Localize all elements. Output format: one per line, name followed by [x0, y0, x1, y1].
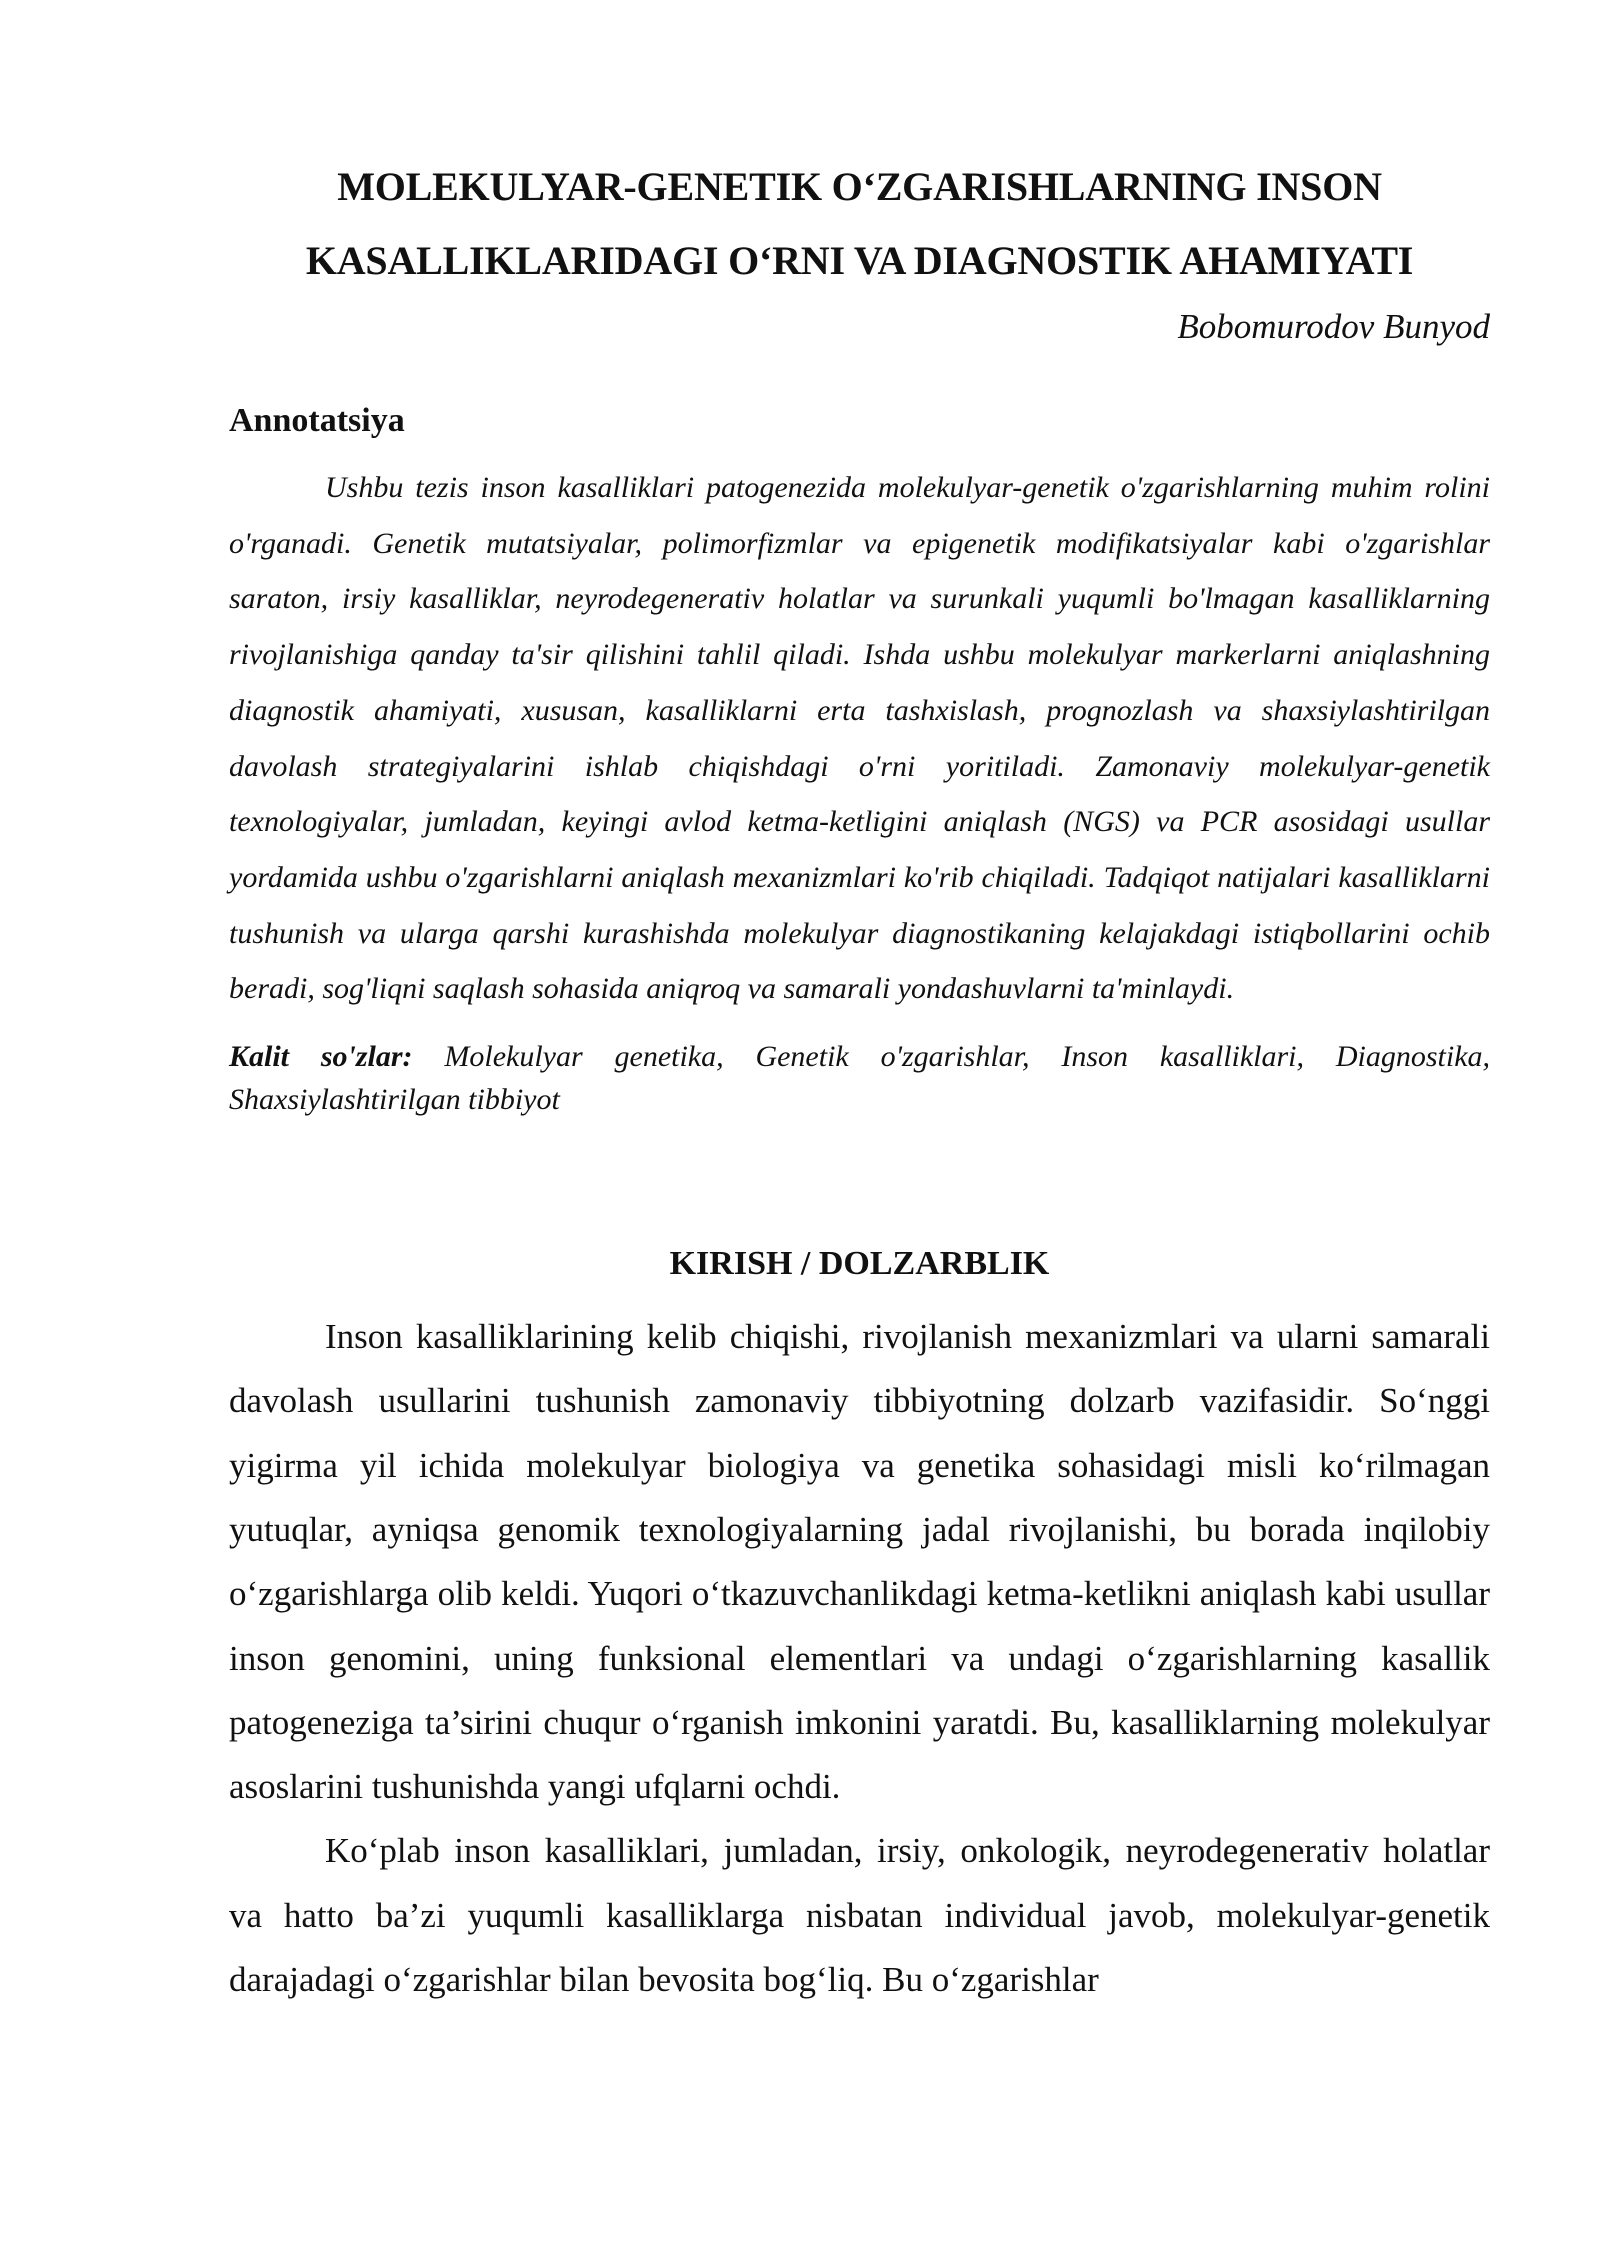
paper-title — [229, 0, 1490, 298]
author-name: Bobomurodov Bunyod — [1177, 307, 1490, 346]
body-paragraph-2: Ko‘plab inson kasalliklari, jumladan, irsiy, onkologik, neyrodegenerativ holatlar va hatto ba’zi yuqumli kasalliklarga nisbatan individual javob, molekulyar-genetik darajadagi o‘zgarishlar bilan bevosita bog‘liq. Bu o‘zgarishlar — [229, 1831, 1490, 1999]
paper-title-line-2: KASALLIKLARIDAGI O‘RNI VA DIAGNOSTIK AHAMIYATI — [305, 238, 1414, 283]
document-page — [229, 0, 1490, 2012]
keywords-label: Kalit so'zlar: — [229, 1040, 413, 1074]
annotation-heading: Annotatsiya — [229, 402, 405, 439]
keywords-text: Molekulyar genetika, Genetik o'zgarishlar, Inson kasalliklari, Diagnostika, Shaxsiylashtirilgan tibbiyot — [229, 1040, 1491, 1117]
body-paragraph-1: Inson kasalliklarining kelib chiqishi, rivojlanish mexanizmlari va ularni samarali davolash usullarini tushunish zamonaviy tibbiyotning dolzarb vazifasidir. So‘nggi yigirma yil ichida molekulyar biologiya va genetika sohasidagi misli ko‘rilmagan yutuqlar, ayniqsa genomik texnologiyalarning jadal rivojlanishi, bu borada inqilobiy o‘zgarishlarga olib keldi. Yuqori o‘tkazuvchanlikdagi ketma-ketlikni aniqlash kabi usullar inson genomini, uning funksional elementlari va undagi o‘zgarishlarning kasallik patogeneziga ta’sirini chuqur o‘rganish imkonini yaratdi. Bu, kasalliklarning molekulyar asoslarini tushunishda yangi ufqlarni ochdi. — [229, 1317, 1490, 1807]
paper-title-line-1: MOLEKULYAR-GENETIK O‘ZGARISHLARNING INSON — [337, 164, 1382, 209]
section-heading: KIRISH / DOLZARBLIK — [669, 1245, 1050, 1283]
annotation-text: Ushbu tezis inson kasalliklari patogenezida molekulyar-genetik o'zgarishlarning muhim rolini o'rganadi. Genetik mutatsiyalar, polimorfizmlar va epigenetik modifikatsiyalar kabi o'zgarishlar saraton, irsiy kasalliklar, neyrodegenerativ holatlar va surunkali yuqumli bo'lmagan kasalliklarning rivojlanishiga qanday ta'sir qilishini tahlil qiladi. Ishda ushbu molekulyar markerlarni aniqlashning diagnostik ahamiyati, xususan, kasalliklarni erta tashxislash, prognozlash va shaxsiylashtirilgan davolash strategiyalarini ishlab chiqishdagi o'rni yoritiladi. Zamonaviy molekulyar-genetik texnologiyalar, jumladan, keyingi avlod ketma-ketligini aniqlash (NGS) va PCR asosidagi usullar yordamida ushbu o'zgarishlarni aniqlash mexanizmlari ko'rib chiqiladi. Tadqiqot natijalari kasalliklarni tushunish va ularga qarshi kurashishda molekulyar diagnostikaning kelajakdagi istiqbollarini ochib beradi, sog'liqni saqlash sohasida aniqroq va samarali yondashuvlarni ta'minlaydi. — [229, 471, 1490, 1006]
keywords — [229, 1035, 1490, 1121]
